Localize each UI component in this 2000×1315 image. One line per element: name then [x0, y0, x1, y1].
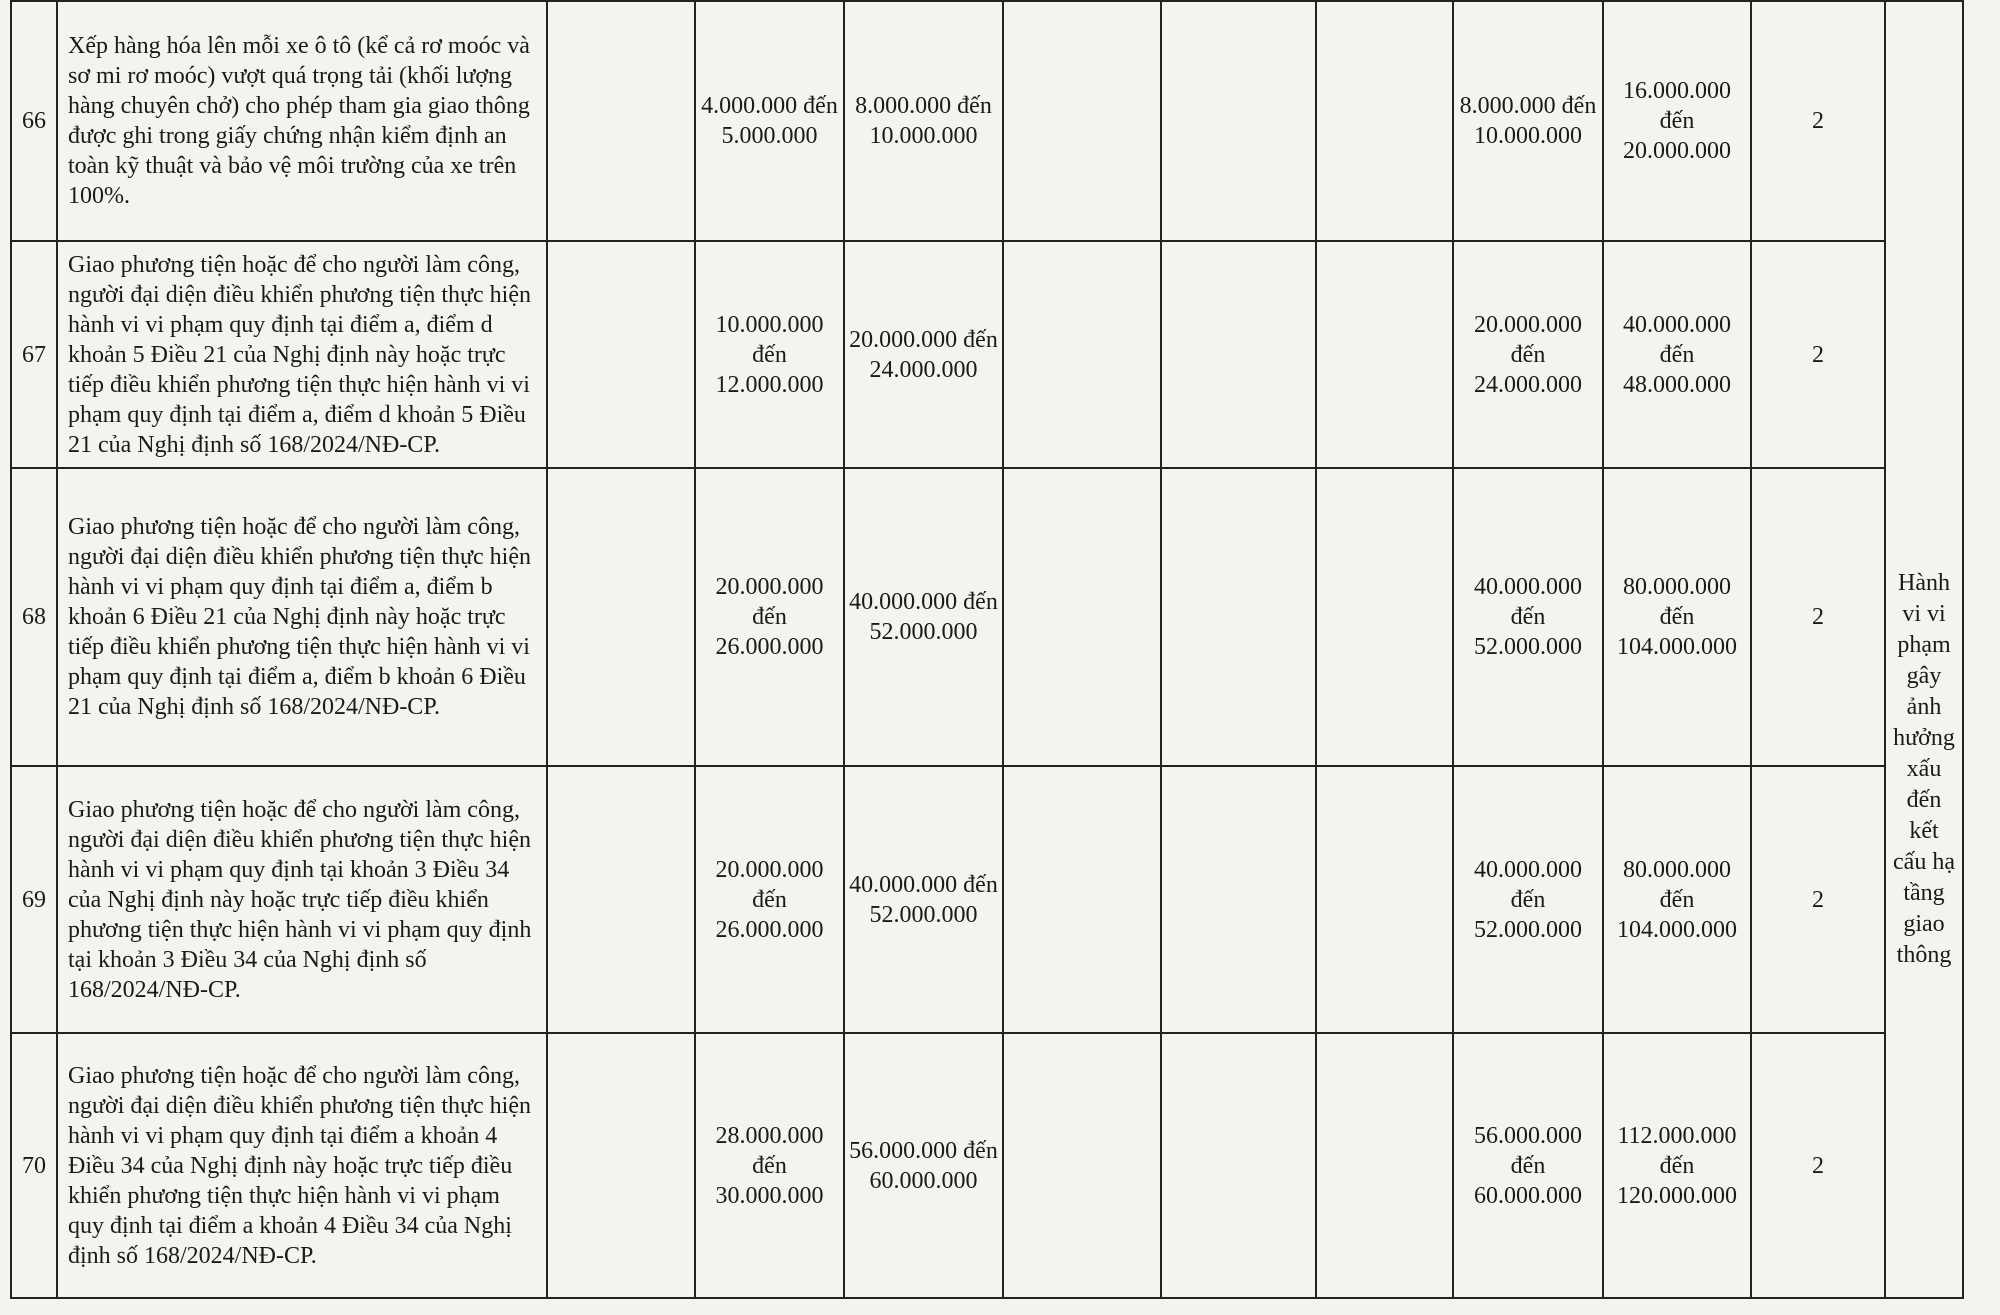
fine-old-organization: 40.000.000 đến 52.000.000 [844, 468, 1003, 766]
table-row [11, 766, 1963, 1033]
violation-description: Giao phương tiện hoặc để cho người làm công, người đại diện điều khiển phương tiện thực hiện hành vi vi phạm quy định tại khoản 3 Điều 34 của Nghị định này hoặc trực tiếp điều khiển phương tiện thực hiện hành vi vi phạm quy định tại khoản 3 Điều 34 của Nghị định số 168/2024/NĐ-CP. [57, 766, 547, 1033]
fine-old-individual: 20.000.000 đến 26.000.000 [695, 766, 844, 1033]
fine-new-individual: 20.000.000 đến 24.000.000 [1453, 241, 1603, 468]
fine-old-organization: 40.000.000 đến 52.000.000 [844, 766, 1003, 1033]
violation-description: Xếp hàng hóa lên mỗi xe ô tô (kể cả rơ moóc và sơ mi rơ moóc) vượt quá trọng tải (khối lượng hàng chuyên chở) cho phép tham gia giao thông được ghi trong giấy chứng nhận kiểm định an toàn kỹ thuật và bảo vệ môi trường của xe trên 100%. [57, 1, 547, 241]
violation-group-label: Hành vi vi phạm gây ảnh hưởng xấu đến kết cấu hạ tầng giao thông [1885, 241, 1963, 1298]
empty-cell [1003, 1, 1161, 241]
empty-cell [1161, 1, 1316, 241]
fine-new-organization: 112.000.000 đến 120.000.000 [1603, 1033, 1751, 1298]
empty-cell [547, 766, 695, 1033]
fine-old-organization: 56.000.000 đến 60.000.000 [844, 1033, 1003, 1298]
empty-cell [547, 468, 695, 766]
fine-old-individual: 20.000.000 đến 26.000.000 [695, 468, 844, 766]
empty-cell [1003, 241, 1161, 468]
table-row [11, 241, 1963, 468]
multiplier: 2 [1751, 1033, 1885, 1298]
empty-cell [1161, 468, 1316, 766]
fines-table [10, 0, 1964, 1299]
empty-cell [547, 1, 695, 241]
empty-cell [1161, 1033, 1316, 1298]
table-row [11, 1, 1963, 241]
violation-description: Giao phương tiện hoặc để cho người làm công, người đại diện điều khiển phương tiện thực hiện hành vi vi phạm quy định tại điểm a, điểm b khoản 6 Điều 21 của Nghị định này hoặc trực tiếp điều khiển phương tiện thực hiện hành vi vi phạm quy định tại điểm a, điểm b khoản 6 Điều 21 của Nghị định số 168/2024/NĐ-CP. [57, 468, 547, 766]
fine-new-organization: 16.000.000 đến 20.000.000 [1603, 1, 1751, 241]
multiplier: 2 [1751, 766, 1885, 1033]
empty-cell [1003, 468, 1161, 766]
empty-cell [1161, 241, 1316, 468]
empty-cell [1316, 766, 1453, 1033]
table-row [11, 468, 1963, 766]
multiplier: 2 [1751, 468, 1885, 766]
fine-new-individual: 8.000.000 đến 10.000.000 [1453, 1, 1603, 241]
fine-old-organization: 8.000.000 đến 10.000.000 [844, 1, 1003, 241]
row-number: 68 [11, 468, 57, 766]
empty-cell [1003, 1033, 1161, 1298]
violation-description: Giao phương tiện hoặc để cho người làm công, người đại diện điều khiển phương tiện thực hiện hành vi vi phạm quy định tại điểm a khoản 4 Điều 34 của Nghị định này hoặc trực tiếp điều khiển phương tiện thực hiện hành vi vi phạm quy định tại điểm a khoản 4 Điều 34 của Nghị định số 168/2024/NĐ-CP. [57, 1033, 547, 1298]
row-number: 67 [11, 241, 57, 468]
row-number: 70 [11, 1033, 57, 1298]
fine-new-organization: 80.000.000 đến 104.000.000 [1603, 468, 1751, 766]
fine-old-individual: 4.000.000 đến 5.000.000 [695, 1, 844, 241]
table-row [11, 1033, 1963, 1298]
fine-new-individual: 40.000.000 đến 52.000.000 [1453, 766, 1603, 1033]
empty-cell [1161, 766, 1316, 1033]
fine-old-individual: 10.000.000 đến 12.000.000 [695, 241, 844, 468]
violation-description: Giao phương tiện hoặc để cho người làm công, người đại diện điều khiển phương tiện thực hiện hành vi vi phạm quy định tại điểm a, điểm d khoản 5 Điều 21 của Nghị định này hoặc trực tiếp điều khiển phương tiện thực hiện hành vi vi phạm quy định tại điểm a, điểm d khoản 5 Điều 21 của Nghị định số 168/2024/NĐ-CP. [57, 241, 547, 468]
fine-new-individual: 40.000.000 đến 52.000.000 [1453, 468, 1603, 766]
row-number: 69 [11, 766, 57, 1033]
empty-cell [1316, 1, 1453, 241]
empty-cell [1316, 241, 1453, 468]
empty-cell [1003, 766, 1161, 1033]
fine-old-individual: 28.000.000 đến 30.000.000 [695, 1033, 844, 1298]
fine-new-individual: 56.000.000 đến 60.000.000 [1453, 1033, 1603, 1298]
group-cell-top [1885, 1, 1963, 241]
multiplier: 2 [1751, 241, 1885, 468]
empty-cell [1316, 1033, 1453, 1298]
fine-new-organization: 80.000.000 đến 104.000.000 [1603, 766, 1751, 1033]
multiplier: 2 [1751, 1, 1885, 241]
empty-cell [547, 1033, 695, 1298]
empty-cell [547, 241, 695, 468]
empty-cell [1316, 468, 1453, 766]
fine-new-organization: 40.000.000 đến 48.000.000 [1603, 241, 1751, 468]
row-number: 66 [11, 1, 57, 241]
fine-old-organization: 20.000.000 đến 24.000.000 [844, 241, 1003, 468]
